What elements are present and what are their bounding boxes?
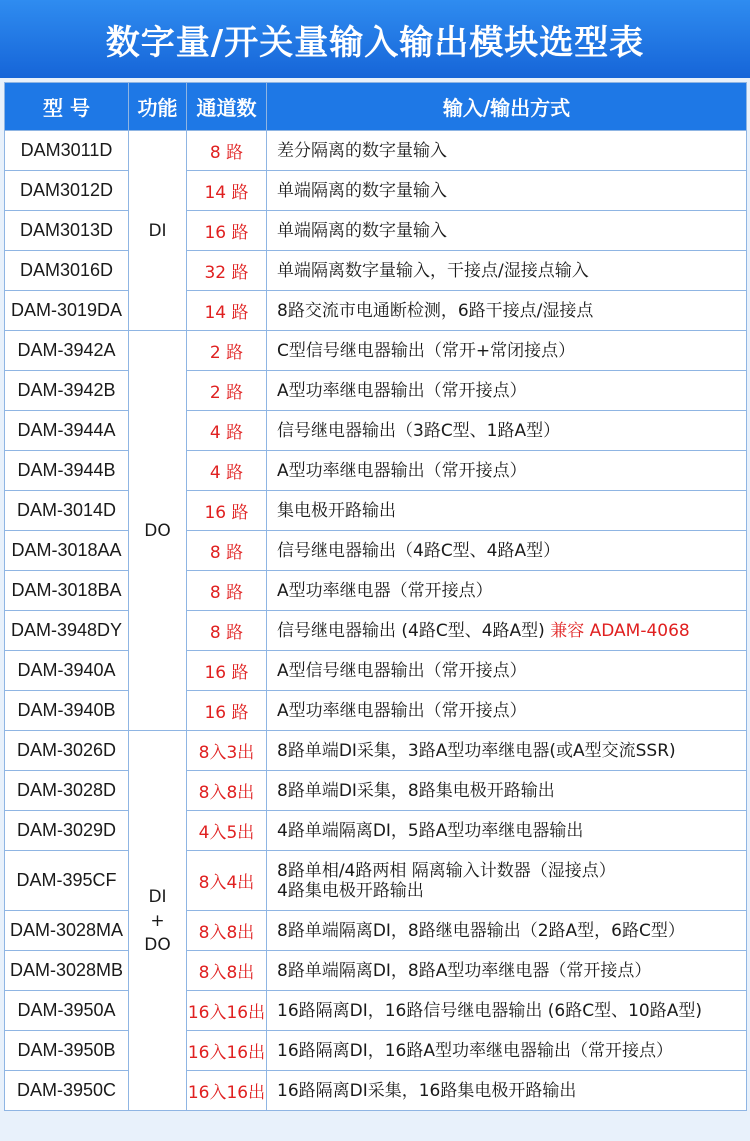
- mode-cell: 单端隔离数字量输入，干接点/湿接点输入: [267, 251, 747, 291]
- mode-cell: 8路单端DI采集，8路集电极开路输出: [267, 771, 747, 811]
- channels-cell: 16入16出: [187, 1031, 267, 1071]
- mode-cell: 16路隔离DI采集，16路集电极开路输出: [267, 1071, 747, 1111]
- function-cell-di: DI: [129, 131, 187, 331]
- mode-cell: 8路交流市电通断检测，6路干接点/湿接点: [267, 291, 747, 331]
- mode-cell: 8路单端隔离DI，8路继电器输出（2路A型，6路C型）: [267, 911, 747, 951]
- mode-cell: A型功率继电器（常开接点）: [267, 571, 747, 611]
- model-cell: DAM-3018BA: [5, 571, 129, 611]
- mode-cell: [267, 851, 747, 911]
- model-cell: DAM3011D: [5, 131, 129, 171]
- channels-cell: 2 路: [187, 331, 267, 371]
- page-title: 数字量/开关量输入输出模块选型表: [105, 22, 645, 63]
- model-cell: DAM-3028MA: [5, 911, 129, 951]
- table-row: [5, 571, 747, 611]
- channels-cell: 4 路: [187, 451, 267, 491]
- mode-cell: A型功率继电器输出（常开接点）: [267, 451, 747, 491]
- channels-cell: 4 路: [187, 411, 267, 451]
- header-channels: 通道数: [187, 83, 267, 131]
- channels-cell: 2 路: [187, 371, 267, 411]
- model-cell: DAM-3944A: [5, 411, 129, 451]
- table-row: [5, 371, 747, 411]
- selection-table-wrapper: [4, 82, 746, 1111]
- function-di-label: DI: [148, 886, 167, 907]
- table-row: [5, 291, 747, 331]
- function-do-label: DO: [144, 934, 171, 955]
- mode-line-2: 4路集电极开路输出: [277, 880, 424, 901]
- channels-cell: 16 路: [187, 691, 267, 731]
- model-cell: DAM-3028D: [5, 771, 129, 811]
- table-row: [5, 1071, 747, 1111]
- table-row: [5, 951, 747, 991]
- selection-table: [4, 82, 747, 1111]
- model-cell: DAM-3950B: [5, 1031, 129, 1071]
- model-cell: DAM-3940A: [5, 651, 129, 691]
- mode-cell: 单端隔离的数字量输入: [267, 211, 747, 251]
- mode-cell: A型功率继电器输出（常开接点）: [267, 371, 747, 411]
- table-row: [5, 211, 747, 251]
- model-cell: DAM-3942A: [5, 331, 129, 371]
- table-row: [5, 811, 747, 851]
- model-cell: DAM-395CF: [5, 851, 129, 911]
- table-row: [5, 911, 747, 951]
- channels-cell: 14 路: [187, 291, 267, 331]
- mode-cell: 信号继电器输出（4路C型、4路A型）: [267, 531, 747, 571]
- channels-cell: 8 路: [187, 611, 267, 651]
- table-row: [5, 691, 747, 731]
- header-model: 型 号: [5, 83, 129, 131]
- mode-cell: C型信号继电器输出（常开+常闭接点）: [267, 331, 747, 371]
- model-cell: DAM-3950C: [5, 1071, 129, 1111]
- mode-cell: A型信号继电器输出（常开接点）: [267, 651, 747, 691]
- header-mode: 输入/输出方式: [267, 83, 747, 131]
- mode-cell: 16路隔离DI，16路A型功率继电器输出（常开接点）: [267, 1031, 747, 1071]
- channels-cell: 16 路: [187, 491, 267, 531]
- mode-cell: 8路单端隔离DI，8路A型功率继电器（常开接点）: [267, 951, 747, 991]
- table-row: [5, 131, 747, 171]
- model-cell: DAM3016D: [5, 251, 129, 291]
- model-cell: DAM-3940B: [5, 691, 129, 731]
- model-cell: DAM-3948DY: [5, 611, 129, 651]
- mode-cell: [267, 611, 747, 651]
- table-row: [5, 451, 747, 491]
- mode-cell: 差分隔离的数字量输入: [267, 131, 747, 171]
- table-row: [5, 331, 747, 371]
- table-header-row: [5, 83, 747, 131]
- table-row: [5, 731, 747, 771]
- table-row: [5, 531, 747, 571]
- channels-cell: 16 路: [187, 211, 267, 251]
- model-cell: DAM-3026D: [5, 731, 129, 771]
- model-cell: DAM-3019DA: [5, 291, 129, 331]
- table-row: [5, 651, 747, 691]
- function-plus-label: +: [150, 910, 165, 931]
- model-cell: DAM-3942B: [5, 371, 129, 411]
- table-row: [5, 851, 747, 911]
- model-cell: DAM3012D: [5, 171, 129, 211]
- channels-cell: 8入8出: [187, 911, 267, 951]
- model-cell: DAM-3014D: [5, 491, 129, 531]
- mode-cell: 单端隔离的数字量输入: [267, 171, 747, 211]
- table-row: [5, 1031, 747, 1071]
- table-row: [5, 991, 747, 1031]
- function-cell-di-do: [129, 731, 187, 1111]
- table-row: [5, 491, 747, 531]
- channels-cell: 16入16出: [187, 1071, 267, 1111]
- table-row: [5, 771, 747, 811]
- compatibility-note: 兼容 ADAM-4068: [550, 620, 690, 641]
- channels-cell: 32 路: [187, 251, 267, 291]
- channels-cell: 4入5出: [187, 811, 267, 851]
- model-cell: DAM-3950A: [5, 991, 129, 1031]
- table-row: [5, 411, 747, 451]
- channels-cell: 8 路: [187, 131, 267, 171]
- mode-cell: A型功率继电器输出（常开接点）: [267, 691, 747, 731]
- mode-cell: 集电极开路输出: [267, 491, 747, 531]
- title-banner: [0, 0, 750, 78]
- mode-cell: 信号继电器输出（3路C型、1路A型）: [267, 411, 747, 451]
- table-row: [5, 611, 747, 651]
- model-cell: DAM-3029D: [5, 811, 129, 851]
- header-function: 功能: [129, 83, 187, 131]
- mode-cell: 16路隔离DI，16路信号继电器输出 (6路C型、10路A型): [267, 991, 747, 1031]
- channels-cell: 16 路: [187, 651, 267, 691]
- model-cell: DAM-3944B: [5, 451, 129, 491]
- model-cell: DAM3013D: [5, 211, 129, 251]
- channels-cell: 8 路: [187, 571, 267, 611]
- table-row: [5, 171, 747, 211]
- channels-cell: 8入3出: [187, 731, 267, 771]
- model-cell: DAM-3028MB: [5, 951, 129, 991]
- function-cell-do: DO: [129, 331, 187, 731]
- mode-line-1: 8路单相/4路两相 隔离输入计数器（湿接点）: [277, 860, 616, 881]
- mode-text: 信号继电器输出 (4路C型、4路A型): [277, 620, 551, 641]
- model-cell: DAM-3018AA: [5, 531, 129, 571]
- mode-cell: 4路单端隔离DI，5路A型功率继电器输出: [267, 811, 747, 851]
- channels-cell: 8 路: [187, 531, 267, 571]
- channels-cell: 16入16出: [187, 991, 267, 1031]
- mode-cell: 8路单端DI采集，3路A型功率继电器(或A型交流SSR): [267, 731, 747, 771]
- channels-cell: 14 路: [187, 171, 267, 211]
- channels-cell: 8入8出: [187, 771, 267, 811]
- channels-cell: 8入8出: [187, 951, 267, 991]
- table-row: [5, 251, 747, 291]
- channels-cell: 8入4出: [187, 851, 267, 911]
